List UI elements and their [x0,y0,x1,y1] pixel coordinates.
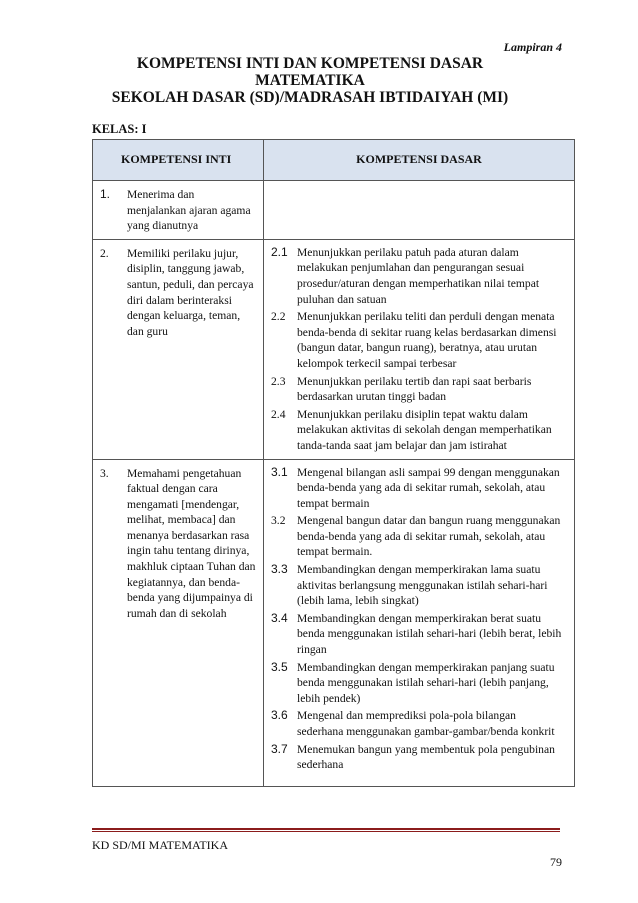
footer-divider [92,828,560,830]
competency-table [92,139,575,787]
kd-number: 3.1 [271,464,288,479]
kd-cell [264,239,575,459]
kd-text: Mengenal bilangan asli sampai 99 dengan menggunakan benda-benda yang ada di sekitar rumah, sekolah, atau tempat bermain [297,465,560,510]
kd-number: 2.4 [271,407,286,421]
kd-number: 2.1 [271,244,288,259]
ki-number: 1. [100,187,111,201]
appendix-label: Lampiran 4 [503,40,562,54]
ki-text: Memahami pengetahuan faktual dengan cara mengamati [mendengar, melihat, membaca] dan menanya berdasarkan rasa ingin tahu tentang dirinya, makhluk ciptaan Tuhan dan kegiatannya, dan benda-benda yang dijumpainya di rumah dan di sekolah [127,466,256,620]
kd-item [265,742,573,773]
title-line: MATEMATIKA [255,72,365,89]
kd-text: Menunjukkan perilaku disiplin tepat waktu dalam melakukan aktivitas di sekolah dengan memperhatikan tanda-tanda saat jam belajar dan jam istirahat [297,407,552,452]
title-line: SEKOLAH DASAR (SD)/MADRASAH IBTIDAIYAH (MI) [111,89,509,106]
kd-item [265,660,573,707]
kd-item [265,309,573,371]
kd-text: Menunjukkan perilaku tertib dan rapi saat berbaris berdasarkan urutan tinggi badan [297,374,532,404]
kd-text: Menunjukkan perilaku teliti dan perduli dengan menata benda-benda di sekitar ruang kelas berdasarkan dimensi (bangun datar, bangun ruang), beratnya, atau urutan kelompok terkecil sampai terbesar [297,310,557,370]
class-label: KELAS: I [92,122,147,136]
title-line: KOMPETENSI INTI DAN KOMPETENSI DASAR [136,55,484,72]
kd-item [265,562,573,609]
kd-cell [264,181,575,240]
kd-text: Mengenal dan memprediksi pola-pola bilangan sederhana menggunakan gambar-gambar/benda konkrit [297,709,555,738]
document-title [95,55,525,106]
kd-item [265,611,573,658]
kd-cell [264,459,575,786]
kd-number: 3.3 [271,562,288,577]
ki-text: Menerima dan menjalankan ajaran agama yang dianutnya [127,188,251,233]
kd-number: 2.2 [271,310,286,324]
kd-number: 3.6 [271,708,288,723]
kd-item [265,374,573,405]
ki-cell [93,459,264,786]
column-header-ki: KOMPETENSI INTI [93,140,264,181]
kd-number: 3.4 [271,610,288,625]
kd-item [265,407,573,454]
table-row [93,459,575,786]
kd-text: Membandingkan dengan memperkirakan lama suatu aktivitas berlangsung menggunakan istilah sehari-hari (lebih lama, lebih singkat) [297,563,548,608]
kd-number: 3.2 [271,514,286,528]
kd-item [265,245,573,307]
kd-item [265,708,573,739]
kd-number: 3.5 [271,659,288,674]
kd-text: Menunjukkan perilaku patuh pada aturan dalam melakukan penjumlahan dan pengurangan sesuai prosedur/aturan dengan memperhatikan nilai tempat puluhan dan satuan [297,245,540,306]
page-number: 79 [550,855,562,869]
ki-cell [93,181,264,240]
kd-text: Menemukan bangun yang membentuk pola pengubinan sederhana [297,742,555,772]
kd-item [265,465,573,512]
table-header-row [93,140,575,181]
footer-divider-thin [92,831,560,832]
kd-number: 3.7 [271,741,288,756]
kd-text: Mengenal bangun datar dan bangun ruang menggunakan benda-benda yang ada di sekitar rumah, sekolah, atau tempat bermain. [297,514,561,559]
table-row [93,181,575,240]
ki-cell [93,239,264,459]
ki-text: Memiliki perilaku jujur, disiplin, tanggung jawab, santun, peduli, dan percaya diri dalam berinteraksi dengan keluarga, teman, dan guru [127,246,254,338]
kd-item [265,513,573,560]
kd-text: Membandingkan dengan memperkirakan berat suatu benda menggunakan istilah sehari-hari (lebih berat, lebih ringan [297,611,562,657]
kd-number: 2.3 [271,374,286,388]
footer-label: KD SD/MI MATEMATIKA [92,838,229,852]
table-row [93,239,575,459]
kd-text: Membandingkan dengan memperkirakan panjang suatu benda menggunakan istilah sehari-hari (lebih panjang, lebih pendek) [297,660,555,705]
ki-number: 2. [100,246,109,260]
column-header-kd: KOMPETENSI DASAR [264,140,575,181]
ki-number: 3. [100,466,109,480]
